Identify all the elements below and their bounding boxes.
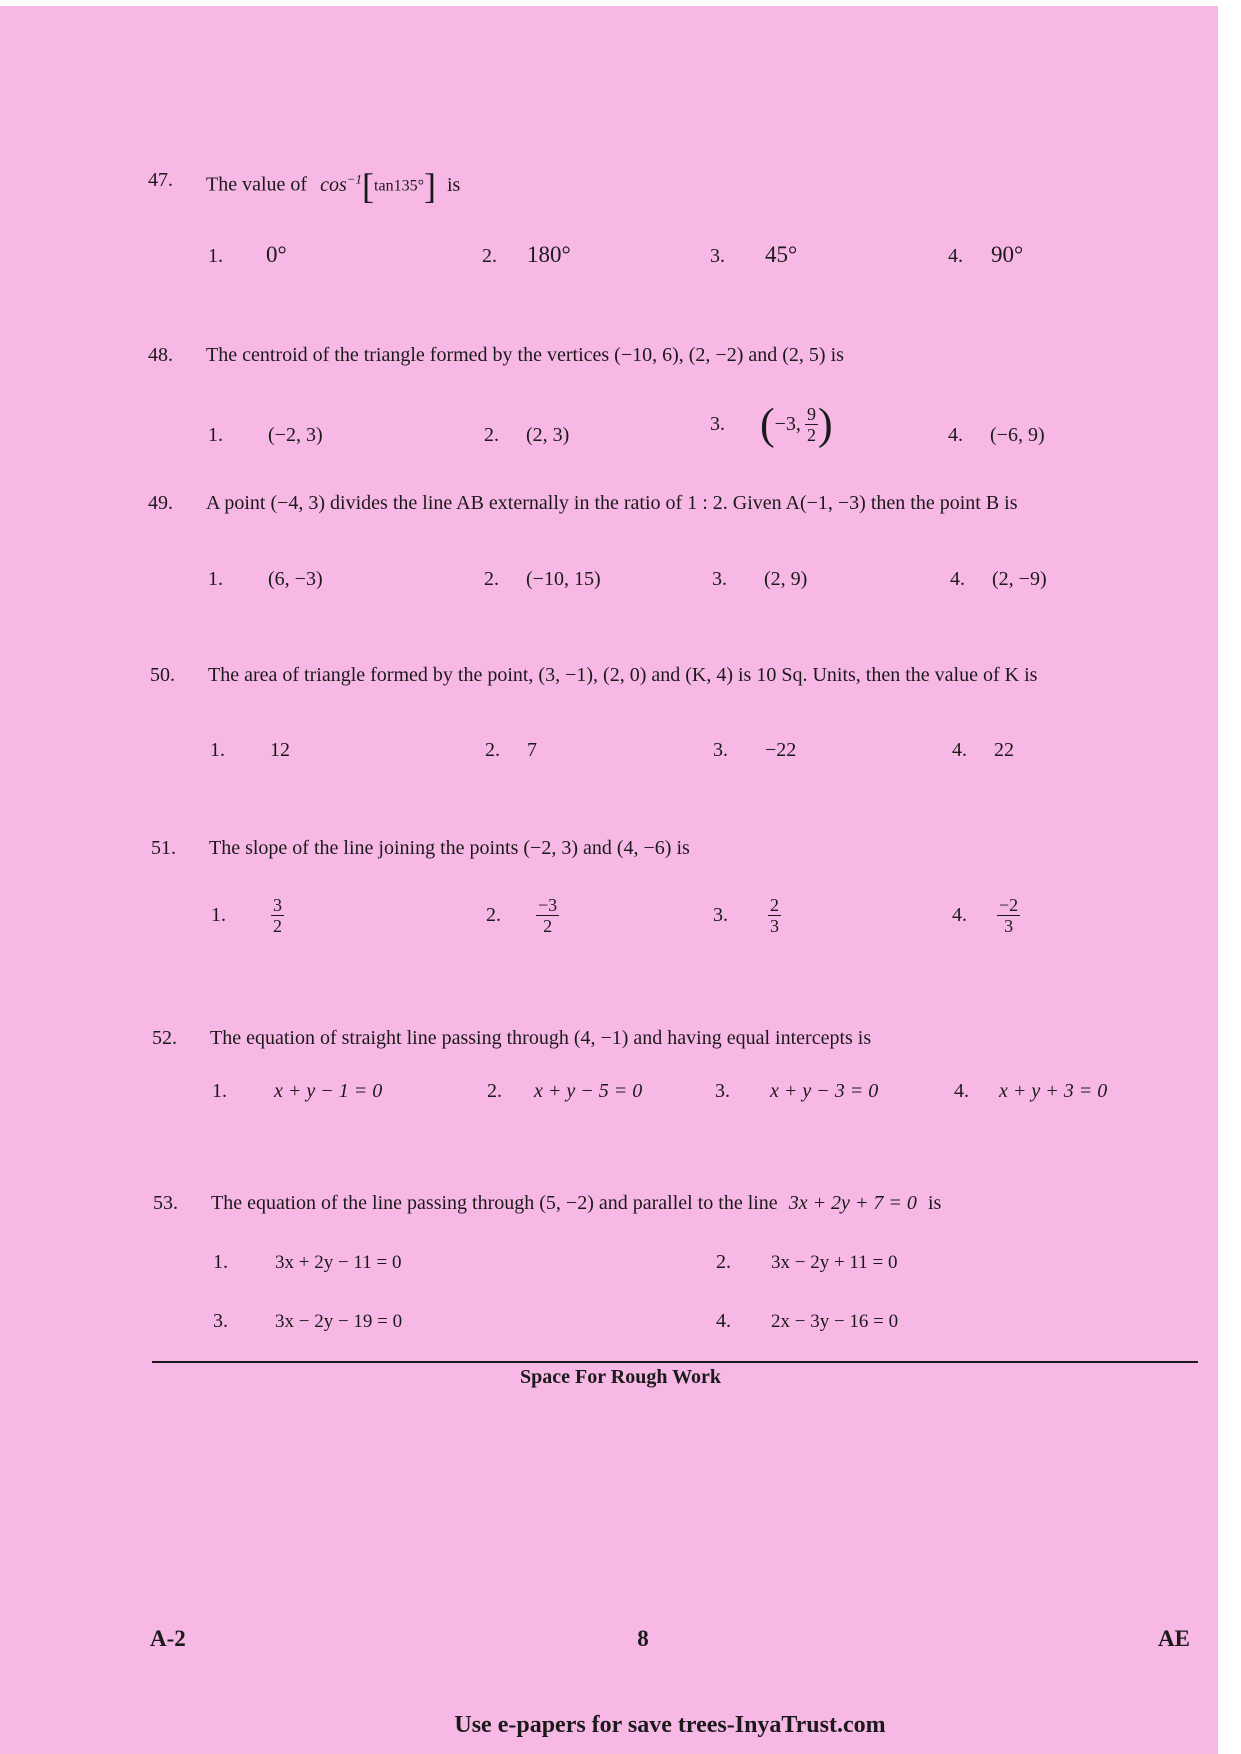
exam-page bbox=[0, 6, 1218, 1754]
option-number: 4. bbox=[948, 424, 963, 446]
question-text-part: The equation of the line passing through (5, −2) and parallel to the line bbox=[211, 1192, 778, 1214]
option-number: 3. bbox=[213, 1310, 228, 1332]
option-number: 2. bbox=[486, 904, 501, 926]
option bbox=[212, 1080, 382, 1103]
option-value: (−2, 3) bbox=[268, 424, 323, 446]
option bbox=[713, 895, 781, 936]
option-value: 12 bbox=[270, 739, 290, 761]
option bbox=[208, 568, 323, 591]
superscript: −1 bbox=[346, 171, 363, 186]
option-number: 2. bbox=[484, 568, 499, 590]
left-paren: ( bbox=[760, 399, 775, 449]
option bbox=[210, 739, 290, 762]
fraction-denominator: 2 bbox=[806, 425, 816, 445]
option-number: 3. bbox=[712, 568, 727, 590]
left-bracket: [ bbox=[362, 166, 375, 207]
option-number: 3. bbox=[713, 739, 728, 761]
option bbox=[948, 242, 1023, 268]
question-text: The centroid of the triangle formed by the vertices (−10, 6), (2, −2) and (2, 5) is bbox=[206, 344, 844, 366]
option-number: 1. bbox=[213, 1251, 228, 1273]
option-value: (6, −3) bbox=[268, 568, 323, 590]
option bbox=[211, 895, 284, 936]
option bbox=[208, 242, 287, 268]
option-value: 22 bbox=[994, 739, 1014, 761]
question-text bbox=[211, 1190, 941, 1216]
func-argument: tan135° bbox=[374, 177, 424, 195]
fraction-denominator: 2 bbox=[543, 916, 553, 936]
option bbox=[486, 895, 559, 936]
option bbox=[485, 739, 537, 762]
option-value: 90° bbox=[991, 242, 1024, 267]
question-text: The slope of the line joining the points (−2, 3) and (4, −6) is bbox=[209, 837, 690, 859]
option bbox=[948, 424, 1045, 447]
option bbox=[716, 1251, 897, 1274]
question-text-part: The value of bbox=[206, 173, 308, 196]
option-number: 4. bbox=[716, 1310, 731, 1332]
option bbox=[710, 242, 797, 268]
fraction-denominator: 3 bbox=[770, 916, 779, 936]
question-text bbox=[206, 166, 461, 207]
option-number: 2. bbox=[482, 245, 497, 267]
series-code: AE bbox=[1158, 1626, 1190, 1651]
question-text-part: is bbox=[927, 1192, 942, 1214]
paper-code: A-2 bbox=[150, 1626, 186, 1651]
question-number: 53. bbox=[153, 1192, 178, 1214]
option-value: x + y − 3 = 0 bbox=[770, 1080, 879, 1102]
option-number: 4. bbox=[952, 739, 967, 761]
page-number: 8 bbox=[637, 1626, 649, 1651]
option bbox=[208, 424, 323, 447]
option-number: 3. bbox=[710, 413, 725, 435]
option bbox=[482, 242, 571, 268]
question-number: 50. bbox=[150, 664, 175, 686]
option bbox=[712, 568, 807, 591]
rough-work-heading: Space For Rough Work bbox=[520, 1366, 721, 1388]
option-number: 1. bbox=[208, 568, 223, 590]
question-text: The equation of straight line passing through (4, −1) and having equal intercepts is bbox=[210, 1027, 872, 1049]
option-value: 3x − 2y − 19 = 0 bbox=[275, 1311, 403, 1332]
option-number: 3. bbox=[715, 1080, 730, 1102]
option-number: 4. bbox=[954, 1080, 969, 1102]
option-value: −3, bbox=[774, 413, 801, 435]
inverse-cos-expression bbox=[320, 171, 363, 196]
option-number: 1. bbox=[208, 245, 223, 267]
option bbox=[950, 568, 1047, 591]
option bbox=[716, 1310, 898, 1333]
option-value: (2, 9) bbox=[764, 568, 808, 590]
option-value: −22 bbox=[765, 739, 797, 761]
option-number: 4. bbox=[952, 904, 967, 926]
option-value: x + y + 3 = 0 bbox=[999, 1080, 1108, 1102]
question-text: A point (−4, 3) divides the line AB externally in the ratio of 1 : 2. Given A(−1, −3) then the point B is bbox=[206, 492, 1018, 514]
question-number: 52. bbox=[152, 1027, 177, 1049]
option-value: 2x − 3y − 16 = 0 bbox=[771, 1311, 899, 1332]
right-paren: ) bbox=[817, 399, 833, 449]
fraction-denominator: 3 bbox=[1004, 916, 1014, 936]
func-label: cos bbox=[320, 173, 347, 196]
option-value: (2, 3) bbox=[526, 424, 570, 446]
question-number: 51. bbox=[151, 837, 176, 859]
option-value: (−6, 9) bbox=[990, 424, 1045, 446]
inline-equation: 3x + 2y + 7 = 0 bbox=[788, 1192, 917, 1214]
fraction bbox=[997, 895, 1020, 936]
option-value: (−10, 15) bbox=[526, 568, 601, 590]
question-number: 49. bbox=[148, 492, 173, 514]
option bbox=[487, 1080, 642, 1103]
option bbox=[954, 1080, 1107, 1103]
option-number: 1. bbox=[208, 424, 223, 446]
rough-work-divider bbox=[152, 1361, 1198, 1363]
option-number: 4. bbox=[948, 245, 963, 267]
fraction bbox=[768, 895, 781, 936]
question-number: 48. bbox=[148, 344, 173, 366]
fraction bbox=[805, 404, 818, 445]
option-number: 2. bbox=[484, 424, 499, 446]
option-value: 180° bbox=[527, 242, 571, 267]
option bbox=[715, 1080, 878, 1103]
option-number: 1. bbox=[210, 739, 225, 761]
option-value: x + y − 5 = 0 bbox=[534, 1080, 643, 1102]
option-value: 45° bbox=[765, 242, 798, 267]
option bbox=[952, 739, 1014, 762]
fraction-numerator: 2 bbox=[770, 895, 779, 915]
option bbox=[484, 568, 601, 591]
option-number: 4. bbox=[950, 568, 965, 590]
option-value: 7 bbox=[527, 739, 537, 761]
question-text-part: is bbox=[446, 173, 461, 196]
option bbox=[213, 1310, 402, 1333]
option-number: 2. bbox=[485, 739, 500, 761]
option-value: x + y − 1 = 0 bbox=[274, 1080, 383, 1102]
question-number: 47. bbox=[148, 169, 173, 191]
fraction-numerator: −2 bbox=[999, 895, 1019, 915]
option bbox=[213, 1251, 401, 1274]
option-value: (2, −9) bbox=[992, 568, 1047, 590]
fraction bbox=[271, 895, 284, 936]
option-number: 2. bbox=[487, 1080, 502, 1102]
option-number: 1. bbox=[211, 904, 226, 926]
option-number: 3. bbox=[710, 245, 725, 267]
fraction-numerator: 3 bbox=[273, 895, 282, 915]
fraction-denominator: 2 bbox=[273, 916, 282, 936]
right-bracket: ] bbox=[423, 166, 436, 207]
option-value: 3x + 2y − 11 = 0 bbox=[275, 1252, 402, 1273]
option bbox=[710, 399, 833, 449]
option-number: 3. bbox=[713, 904, 728, 926]
fraction bbox=[536, 895, 559, 936]
option-number: 2. bbox=[716, 1251, 731, 1273]
question-text: The area of triangle formed by the point, (3, −1), (2, 0) and (K, 4) is 10 Sq. Units, then the value of K is bbox=[208, 664, 1038, 686]
option-value: 3x − 2y + 11 = 0 bbox=[771, 1252, 898, 1273]
option bbox=[484, 424, 569, 447]
fraction-numerator: −3 bbox=[538, 895, 558, 915]
fraction-numerator: 9 bbox=[806, 404, 816, 424]
option bbox=[952, 895, 1020, 936]
watermark-text: Use e-papers for save trees-InyaTrust.com bbox=[454, 1712, 886, 1738]
option bbox=[713, 739, 796, 762]
option-number: 1. bbox=[212, 1080, 227, 1102]
option-value: 0° bbox=[266, 242, 287, 267]
